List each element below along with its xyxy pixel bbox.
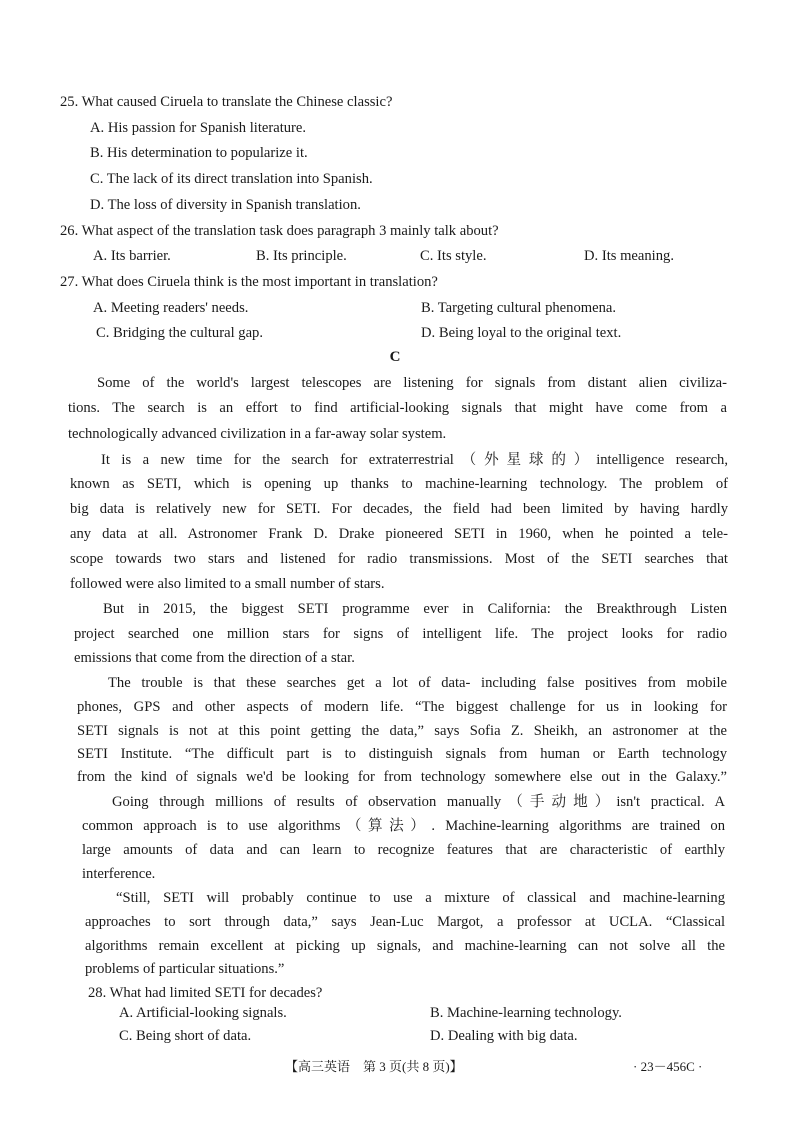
page-footer-code: · 23－456C ·	[633, 1059, 703, 1074]
passage-line: algorithms remain excellent at picking up signals, and machine-learning can not solve all the	[85, 938, 725, 954]
question-26-option-c: C. Its style.	[420, 248, 487, 264]
question-26-option-a: A. Its barrier.	[93, 248, 171, 264]
passage-line: SETI signals is not at this point getting the data,” says Sofia Z. Sheikh, an astronomer at the	[77, 723, 727, 739]
question-28-option-d: D. Dealing with big data.	[430, 1028, 578, 1044]
question-25-option-d: D. The loss of diversity in Spanish translation.	[90, 197, 361, 213]
passage-line: big data is relatively new for SETI. For decades, the field had been limited by having hardly	[70, 501, 728, 517]
question-25-option-c: C. The lack of its direct translation into Spanish.	[90, 171, 373, 187]
question-25-option-a: A. His passion for Spanish literature.	[90, 120, 307, 136]
question-27-stem: 27. What does Ciruela think is the most important in translation?	[60, 274, 438, 290]
passage-line: But in 2015, the biggest SETI programme ever in California: the Breakthrough Listen	[103, 601, 727, 617]
passage-line: followed were also limited to a small number of stars.	[70, 576, 385, 592]
passage-line: phones, GPS and other aspects of modern life. “The biggest challenge for us in looking for	[77, 699, 727, 715]
question-25-stem: 25. What caused Ciruela to translate the Chinese classic?	[60, 94, 393, 110]
passage-line: technologically advanced civilization in a far-away solar system.	[68, 426, 447, 442]
passage-line: scope towards two stars and listened for radio transmissions. Most of the SETI searches that	[70, 551, 728, 567]
passage-line: common approach is to use algorithms（算法）. Machine-learning algorithms are trained on	[82, 818, 725, 834]
passage-line: problems of particular situations.”	[85, 961, 285, 977]
passage-line: approaches to sort through data,” says Jean-Luc Margot, a professor at UCLA. “Classical	[85, 914, 725, 930]
question-25-option-b: B. His determination to popularize it.	[90, 145, 308, 161]
passage-line: “Still, SETI will probably continue to use a mixture of classical and machine-learning	[116, 890, 725, 906]
passage-line: Going through millions of results of observation manually（手动地）isn't practical. A	[112, 794, 725, 810]
question-26-option-b: B. Its principle.	[256, 248, 347, 264]
passage-line: emissions that come from the direction of a star.	[74, 650, 355, 666]
passage-line: any data at all. Astronomer Frank D. Drake pioneered SETI in 1960, when he pointed a tele-	[70, 526, 728, 542]
passage-line: interference.	[82, 866, 156, 882]
passage-line: known as SETI, which is opening up thanks to machine-learning technology. The problem of	[70, 476, 728, 492]
question-28-option-c: C. Being short of data.	[119, 1028, 252, 1044]
section-c-heading: C	[389, 349, 401, 365]
passage-line: SETI Institute. “The difficult part is to distinguish signals from human or Earth technology	[77, 746, 727, 762]
passage-line: It is a new time for the search for extraterrestrial（外星球的）intelligence research,	[101, 452, 728, 468]
passage-line: project searched one million stars for signs of intelligent life. The project looks for radio	[74, 626, 727, 642]
passage-line: tions. The search is an effort to find artificial-looking signals that might have come from a	[68, 400, 727, 416]
question-27-option-b: B. Targeting cultural phenomena.	[421, 300, 616, 316]
question-26-stem: 26. What aspect of the translation task does paragraph 3 mainly talk about?	[60, 223, 499, 239]
question-27-option-d: D. Being loyal to the original text.	[421, 325, 622, 341]
passage-line: large amounts of data and can learn to recognize features that are characteristic of earthly	[82, 842, 725, 858]
question-27-option-a: A. Meeting readers' needs.	[93, 300, 249, 316]
question-26-option-d: D. Its meaning.	[584, 248, 674, 264]
question-28-option-a: A. Artificial-looking signals.	[119, 1005, 287, 1021]
passage-line: The trouble is that these searches get a lot of data- including false positives from mobile	[108, 675, 727, 691]
passage-line: from the kind of signals we'd be looking for from technology somewhere else out in the Galaxy.”	[77, 769, 727, 785]
question-28-option-b: B. Machine-learning technology.	[430, 1005, 622, 1021]
passage-line: Some of the world's largest telescopes are listening for signals from distant alien civiliza-	[97, 375, 727, 391]
question-27-option-c: C. Bridging the cultural gap.	[96, 325, 263, 341]
question-28-stem: 28. What had limited SETI for decades?	[88, 985, 323, 1001]
page-footer-center: 【高三英语 第 3 页(共 8 页)】	[285, 1059, 463, 1074]
